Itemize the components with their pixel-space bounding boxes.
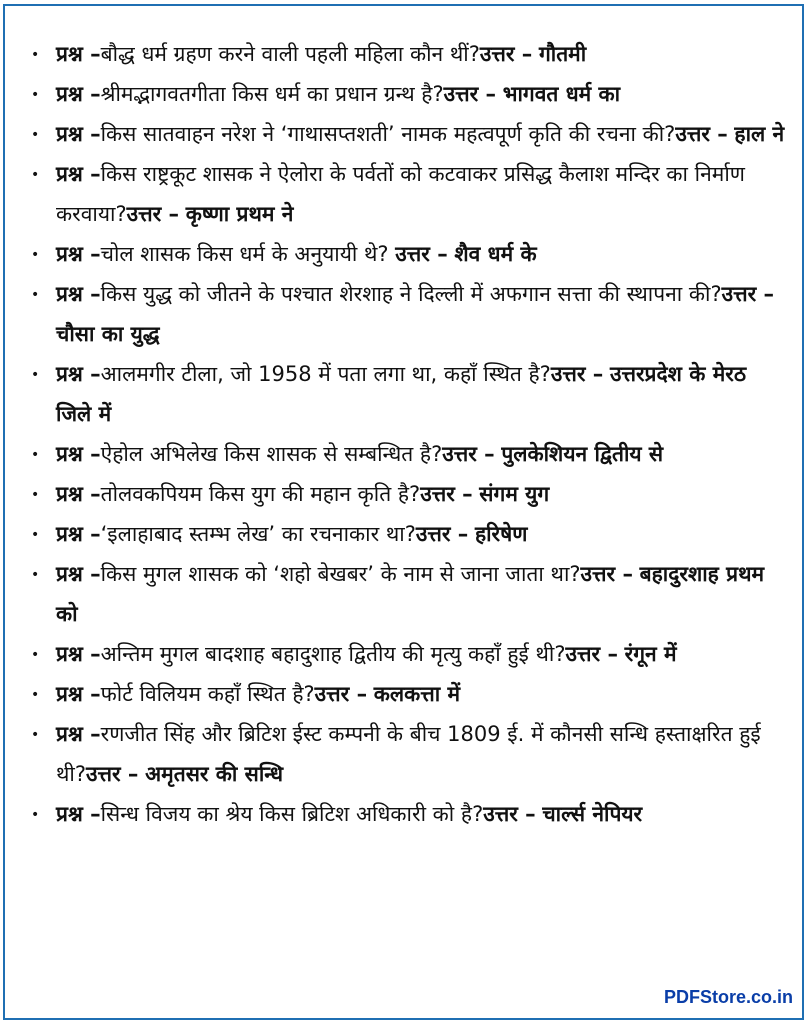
question-prefix: प्रश्न – (56, 282, 101, 306)
site-brand-link[interactable]: PDFStore.co.in (663, 987, 793, 1007)
answer-label: उत्तर – (483, 802, 536, 826)
list-item (28, 514, 788, 554)
answer-text: चौसा का युद्ध (56, 322, 160, 346)
question-text: सिन्ध विजय का श्रेय किस ब्रिटिश अधिकारी को है? (100, 802, 484, 826)
answer-text: बहादुरशाह प्रथम को (56, 562, 765, 626)
answer-label: उत्तर – (443, 82, 497, 106)
answer-text: गौतमी (538, 42, 587, 66)
question-text: बौद्ध धर्म ग्रहण करने वाली पहली महिला कौन थीं? (100, 42, 480, 66)
question-prefix: प्रश्न – (56, 722, 101, 746)
bullet: • (31, 47, 40, 63)
question-text: फोर्ट विलियम कहाँ स्थित है? (100, 682, 315, 706)
answer-text: हरिषेण (474, 522, 528, 546)
answer-label: उत्तर – (565, 642, 618, 666)
question-text: किस मुगल शासक को ‘शहो बेखबर’ के नाम से जाना जाता था? (100, 562, 581, 586)
question-prefix: प्रश्न – (56, 802, 101, 826)
answer-text: उत्तरप्रदेश के मेरठ जिले में (56, 362, 747, 426)
list-item (28, 234, 788, 274)
bullet: • (31, 487, 40, 503)
bullet: • (31, 287, 40, 303)
question-text: ऐहोल अभिलेख किस शासक से सम्बन्धित है? (100, 442, 443, 466)
answer-text: हाल ने (734, 122, 785, 146)
question-prefix: प्रश्न – (56, 362, 101, 386)
answer-label: उत्तर – (721, 282, 775, 306)
list-item (28, 274, 788, 354)
question-prefix: प्रश्न – (56, 82, 101, 106)
answer-text: चार्ल्स नेपियर (542, 802, 643, 826)
answer-label: उत्तर – (395, 242, 448, 266)
question-prefix: प्रश्न – (56, 482, 101, 506)
question-text: रणजीत सिंह और ब्रिटिश ईस्ट कम्पनी के बीच 1809 ई. में कौनसी सन्धि हस्ताक्षरित हुई थी? (56, 722, 761, 786)
list-item (28, 34, 788, 74)
question-prefix: प्रश्न – (56, 162, 101, 186)
answer-label: उत्तर – (420, 482, 473, 506)
answer-text: पुलकेशियन द्वितीय से (501, 442, 664, 466)
list-item (28, 154, 788, 234)
question-prefix: प्रश्न – (56, 522, 101, 546)
bullet: • (31, 87, 40, 103)
question-prefix: प्रश्न – (56, 442, 101, 466)
list-item (28, 794, 788, 834)
question-text: किस युद्ध को जीतने के पश्चात शेरशाह ने दिल्ली में अफगान सत्ता की स्थापना की? (100, 282, 722, 306)
answer-label: उत्तर – (675, 122, 728, 146)
bullet: • (31, 127, 40, 143)
question-prefix: प्रश्न – (56, 642, 101, 666)
answer-label: उत्तर – (86, 762, 139, 786)
question-text: तोलवकपियम किस युग की महान कृति है? (100, 482, 421, 506)
list-item (28, 474, 788, 514)
list-item (28, 354, 788, 434)
bullet: • (31, 727, 40, 743)
list-item (28, 74, 788, 114)
question-text: किस राष्ट्रकूट शासक ने ऐलोरा के पर्वतों को कटवाकर प्रसिद्ध कैलाश मन्दिर का निर्माण करवाया? (56, 162, 745, 226)
list-item (28, 554, 788, 634)
bullet: • (31, 247, 40, 263)
bullet: • (31, 167, 40, 183)
list-item (28, 114, 788, 154)
question-prefix: प्रश्न – (56, 42, 101, 66)
answer-text: भागवत धर्म का (502, 82, 621, 106)
answer-label: उत्तर – (550, 362, 604, 386)
list-item (28, 634, 788, 674)
question-text: किस सातवाहन नरेश ने ‘गाथासप्तशती’ नामक महत्वपूर्ण कृति की रचना की? (100, 122, 676, 146)
bullet: • (31, 807, 40, 823)
answer-label: उत्तर – (126, 202, 180, 226)
bullet: • (31, 647, 40, 663)
question-text: ‘इलाहाबाद स्तम्भ लेख’ का रचनाकार था? (100, 522, 416, 546)
question-prefix: प्रश्न – (56, 242, 101, 266)
question-prefix: प्रश्न – (56, 562, 101, 586)
list-item (28, 714, 788, 794)
answer-text: रंगून में (624, 642, 677, 666)
list-item (28, 434, 788, 474)
answer-label: उत्तर – (479, 42, 533, 66)
bullet: • (31, 567, 40, 583)
list-item (28, 674, 788, 714)
question-prefix: प्रश्न – (56, 682, 101, 706)
answer-text: कलकत्ता में (373, 682, 461, 706)
question-text: अन्तिम मुगल बादशाह बहादुशाह द्वितीय की मृत्यु कहाँ हुई थी? (100, 642, 566, 666)
answer-text: शैव धर्म के (454, 242, 537, 266)
answer-text: कृष्णा प्रथम ने (185, 202, 294, 226)
question-answer-list (28, 34, 788, 834)
answer-label: उत्तर – (415, 522, 469, 546)
question-text: आलमगीर टीला, जो 1958 में पता लगा था, कहाँ स्थित है? (100, 362, 551, 386)
question-text: श्रीमद्भागवतगीता किस धर्म का प्रधान ग्रन्थ है? (100, 82, 444, 106)
bullet: • (31, 367, 40, 383)
answer-text: संगम युग (479, 482, 550, 506)
bullet: • (31, 527, 40, 543)
question-prefix: प्रश्न – (56, 122, 101, 146)
answer-label: उत्तर – (580, 562, 633, 586)
answer-label: उत्तर – (442, 442, 495, 466)
bullet: • (31, 687, 40, 703)
answer-text: अमृतसर की सन्धि (145, 762, 284, 786)
question-text: चोल शासक किस धर्म के अनुयायी थे? (100, 242, 389, 266)
answer-label: उत्तर – (314, 682, 368, 706)
bullet: • (31, 447, 40, 463)
